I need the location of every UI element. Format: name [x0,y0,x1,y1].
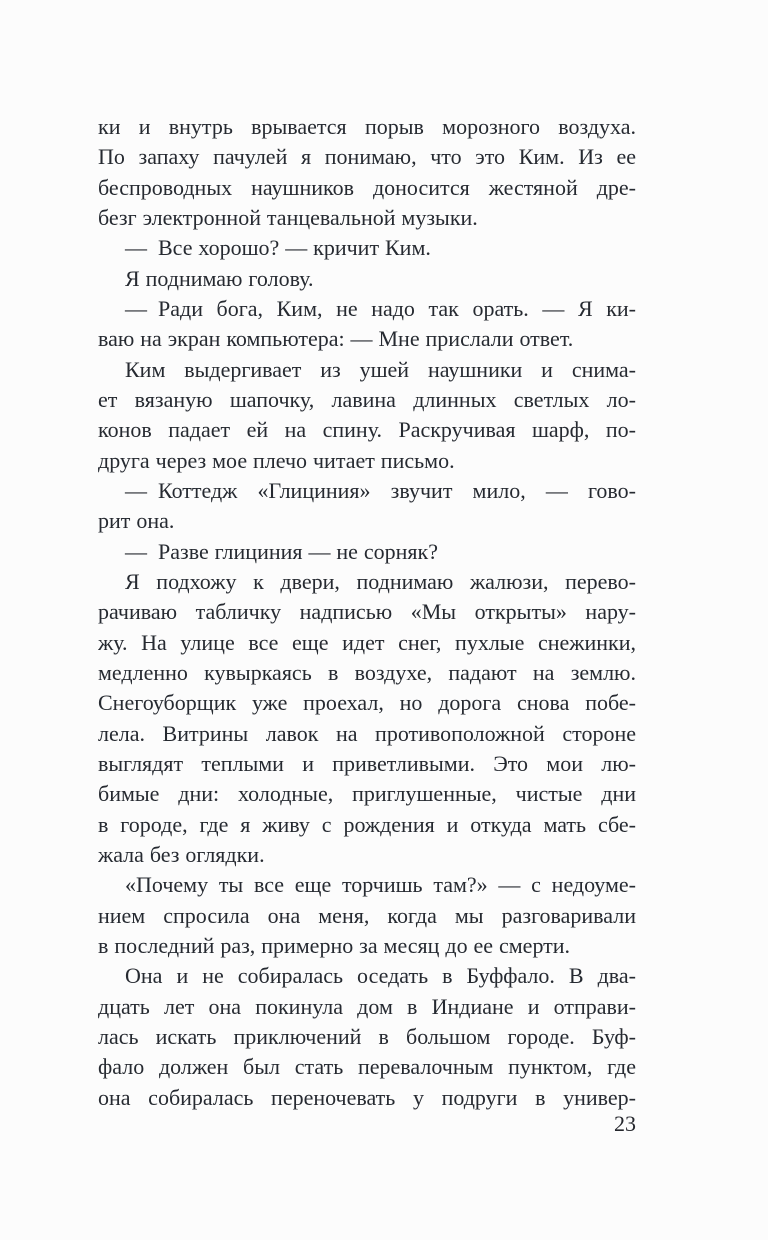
text-line: По запаху пачулей я понимаю, что это Ким. Из ее [98,144,636,170]
paragraph [98,233,636,263]
paragraph [98,537,636,567]
page-number: 23 [614,1111,636,1136]
text-line: бимые дни: холодные, приглушенные, чистые дни [98,781,636,807]
text-block [98,112,636,1113]
text-line: выглядят теплыми и приветливыми. Это мои лю- [98,750,636,776]
text-line: — Разве глициния — не сорняк? [125,538,438,564]
text-line: Снегоуборщик уже проехал, но дорога снова побе- [98,690,636,716]
paragraph [98,870,636,961]
text-line: — Все хорошо? — кричит Ким. [125,235,431,261]
text-line: фало должен был стать перевалочным пунктом, где [98,1054,636,1080]
text-line: — Коттедж «Глициния» звучит мило, — гово- [125,477,636,503]
text-line: нием спросила она меня, когда мы разговаривали [98,902,636,928]
text-line: жала без оглядки. [98,841,265,867]
paragraph [98,961,636,1113]
text-line: безг электронной танцевальной музыки. [98,204,478,230]
paragraph [98,567,636,870]
text-line: конов падает ей на спину. Раскручивая шарф, по- [98,417,636,443]
text-line: ки и внутрь врывается порыв морозного воздуха. [98,114,636,139]
text-line: рит она. [98,508,175,534]
text-line: медленно кувыркаясь в воздухе, падают на землю. [98,659,636,685]
text-line: рачиваю табличку надписью «Мы открыты» нару- [98,599,636,625]
text-line: Ким выдергивает из ушей наушники и снима- [125,356,636,382]
paragraph [98,264,636,294]
text-line: в городе, где я живу с рождения и откуда мать сбе- [98,811,636,837]
text-line: «Почему ты все еще торчишь там?» — с недоуме- [125,872,636,898]
text-line: — Ради бога, Ким, не надо так орать. — Я ки- [125,295,636,321]
text-line: Я поднимаю голову. [125,265,314,291]
paragraph [98,112,636,233]
text-line: друга через мое плечо читает письмо. [98,447,455,473]
text-line: беспроводных наушников доносится жестяной дре- [98,174,636,200]
paragraph [98,294,636,355]
text-line: лела. Витрины лавок на противоположной стороне [98,720,636,746]
text-line: ет вязаную шапочку, лавина длинных светлых ло- [98,386,636,412]
text-line: жу. На улице все еще идет снег, пухлые снежинки, [98,629,636,655]
text-line: ваю на экран компьютера: — Мне прислали ответ. [98,326,574,352]
text-line: Я подхожу к двери, поднимаю жалюзи, перево- [125,568,636,594]
text-line: в последний раз, примерно за месяц до ее смерти. [98,932,571,958]
paragraph [98,355,636,476]
text-line: лась искать приключений в большом городе. Буф- [98,1023,636,1049]
text-line: она собиралась переночевать у подруги в универ- [98,1084,636,1110]
text-line: Она и не собиралась оседать в Буффало. В два- [125,963,636,989]
text-line: дцать лет она покинула дом в Индиане и отправи- [98,993,636,1019]
paragraph [98,476,636,537]
